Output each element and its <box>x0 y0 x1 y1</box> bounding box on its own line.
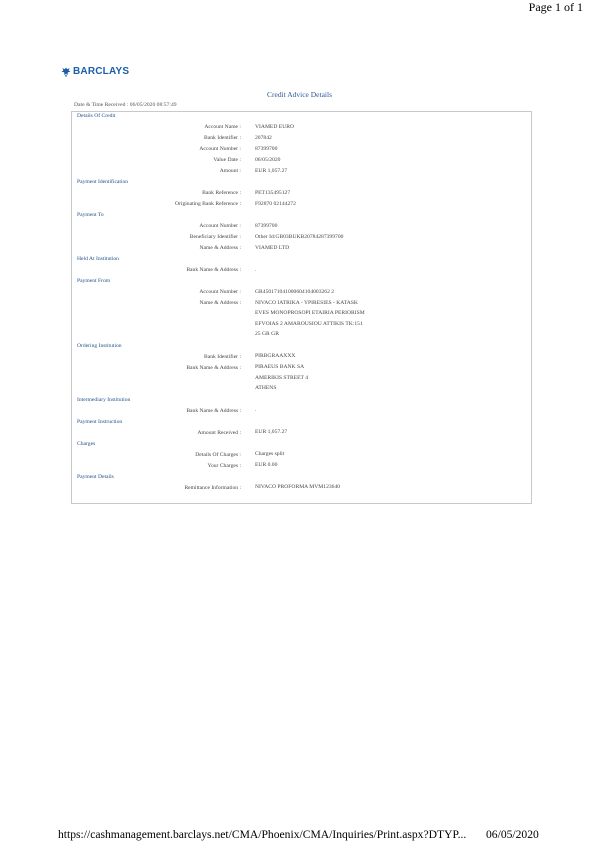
field-label: Originating Bank Reference : <box>174 201 241 207</box>
footer-date: 06/05/2020 <box>486 828 539 841</box>
field-value-line: PIRBGRAAXXX <box>255 353 296 359</box>
field-value <box>255 460 277 471</box>
field-value-line: . <box>255 407 257 413</box>
field-value <box>255 405 256 416</box>
section-title: Payment Identification <box>77 179 129 185</box>
field-value-line: NIVACO PROFORMA MVM123640 <box>255 484 341 490</box>
footer-url: https://cashmanagement.barclays.net/CMA/Phoenix/CMA/Inquiries/Print.aspx?DTYP... <box>58 828 467 841</box>
field-value <box>255 243 289 254</box>
section-title: Payment Details <box>77 473 114 480</box>
section-title: Held At Institution <box>77 256 119 262</box>
received-timestamp: Date & Time Received : 06/05/2020 08:57:49 <box>74 102 177 108</box>
field-label: Value Date : <box>213 157 241 163</box>
field-value <box>255 427 287 438</box>
field-value-line: EUR 1,057.27 <box>255 167 288 174</box>
field-label: Details Of Charges : <box>195 451 241 458</box>
field-label: Beneficiary Identifier : <box>189 234 241 240</box>
field-value-line: EUR 0.00 <box>255 462 278 468</box>
field-value-line: 87399700 <box>255 145 278 152</box>
field-label: Bank Reference : <box>202 190 241 196</box>
field-label: Name & Address : <box>199 245 241 251</box>
field-label: Bank Name & Address : <box>186 267 241 273</box>
section-title: Ordering Institution <box>77 342 122 349</box>
field-value <box>255 155 280 166</box>
field-value <box>255 199 296 210</box>
field-value <box>255 482 340 493</box>
field-label: Amount : <box>219 168 241 174</box>
field-value-line: VIAMED LTD <box>255 244 290 251</box>
field-value-line: PIRAEUS BANK SA <box>255 364 305 370</box>
field-value <box>255 221 277 232</box>
field-value <box>255 362 308 394</box>
field-label: Bank Name & Address : <box>186 364 241 371</box>
field-label: Bank Identifier : <box>204 135 241 141</box>
field-label: Remittance Information : <box>184 484 241 491</box>
field-label: Account Name : <box>204 124 241 130</box>
section-title: Payment Instruction <box>77 418 123 425</box>
field-value <box>255 265 256 276</box>
field-value-line: EVES MONOPROSOPI ETAIRIA PERIORISM <box>255 310 365 316</box>
field-value-line: NIVACO IATRIKA - YPIRESIES - KATASK <box>255 299 358 306</box>
field-value-line: ATHENS <box>255 385 277 391</box>
section-title: Details Of Credit <box>77 113 116 119</box>
field-value <box>255 144 277 155</box>
field-label: Name & Address : <box>199 300 241 306</box>
section-title: Charges <box>77 440 96 447</box>
field-value <box>255 449 284 460</box>
section-title: Intermediary Institution <box>77 396 131 403</box>
field-value <box>255 298 365 340</box>
field-value-line: VIAMED EURO <box>255 123 294 130</box>
field-value-line: EUR 1,057.27 <box>255 429 288 435</box>
page-indicator: Page 1 of 1 <box>528 0 583 14</box>
field-value-line: Other Id:GB03BUKB20784287399700 <box>255 233 344 240</box>
field-value-line: Charges split <box>255 451 285 457</box>
field-value <box>255 122 294 133</box>
field-value-line: 06/05/2020 <box>255 156 281 163</box>
section-title: Payment From <box>77 278 111 284</box>
field-value-line: AMERIKIS STREET 4 <box>255 374 309 381</box>
field-value-line: 87399700 <box>255 222 278 229</box>
field-label: Account Number : <box>199 223 241 229</box>
field-label: Amount Received : <box>197 429 241 436</box>
field-value <box>255 133 272 144</box>
field-value-line: 25 GR GR <box>255 331 279 337</box>
field-value-line: GR450171041000604104003262 2 <box>255 288 335 295</box>
field-value <box>255 188 290 199</box>
credit-advice-panel <box>71 111 532 504</box>
field-value-line: 207842 <box>255 134 272 141</box>
field-value-line: . <box>255 266 257 273</box>
barclays-logo <box>61 66 129 77</box>
field-label: Your Charges : <box>207 462 241 469</box>
field-value <box>255 351 295 362</box>
document-title: Credit Advice Details <box>267 90 332 99</box>
brand-name: BARCLAYS <box>73 66 130 77</box>
field-value-line: EFVOIAS 2 AMAROUSIOU ATTIKIS TK:151 <box>255 320 363 327</box>
field-label: Account Number : <box>199 146 241 152</box>
field-label: Account Number : <box>199 289 241 295</box>
field-label: Bank Identifier : <box>204 353 241 360</box>
field-value <box>255 232 343 243</box>
field-value <box>255 287 334 298</box>
section-title: Payment To <box>77 212 104 218</box>
field-value <box>255 166 287 177</box>
field-label: Bank Name & Address : <box>186 407 241 414</box>
field-value-line: F92870 02144272 <box>255 200 296 207</box>
eagle-icon <box>61 67 71 77</box>
field-value-line: PET135495127 <box>255 189 291 196</box>
